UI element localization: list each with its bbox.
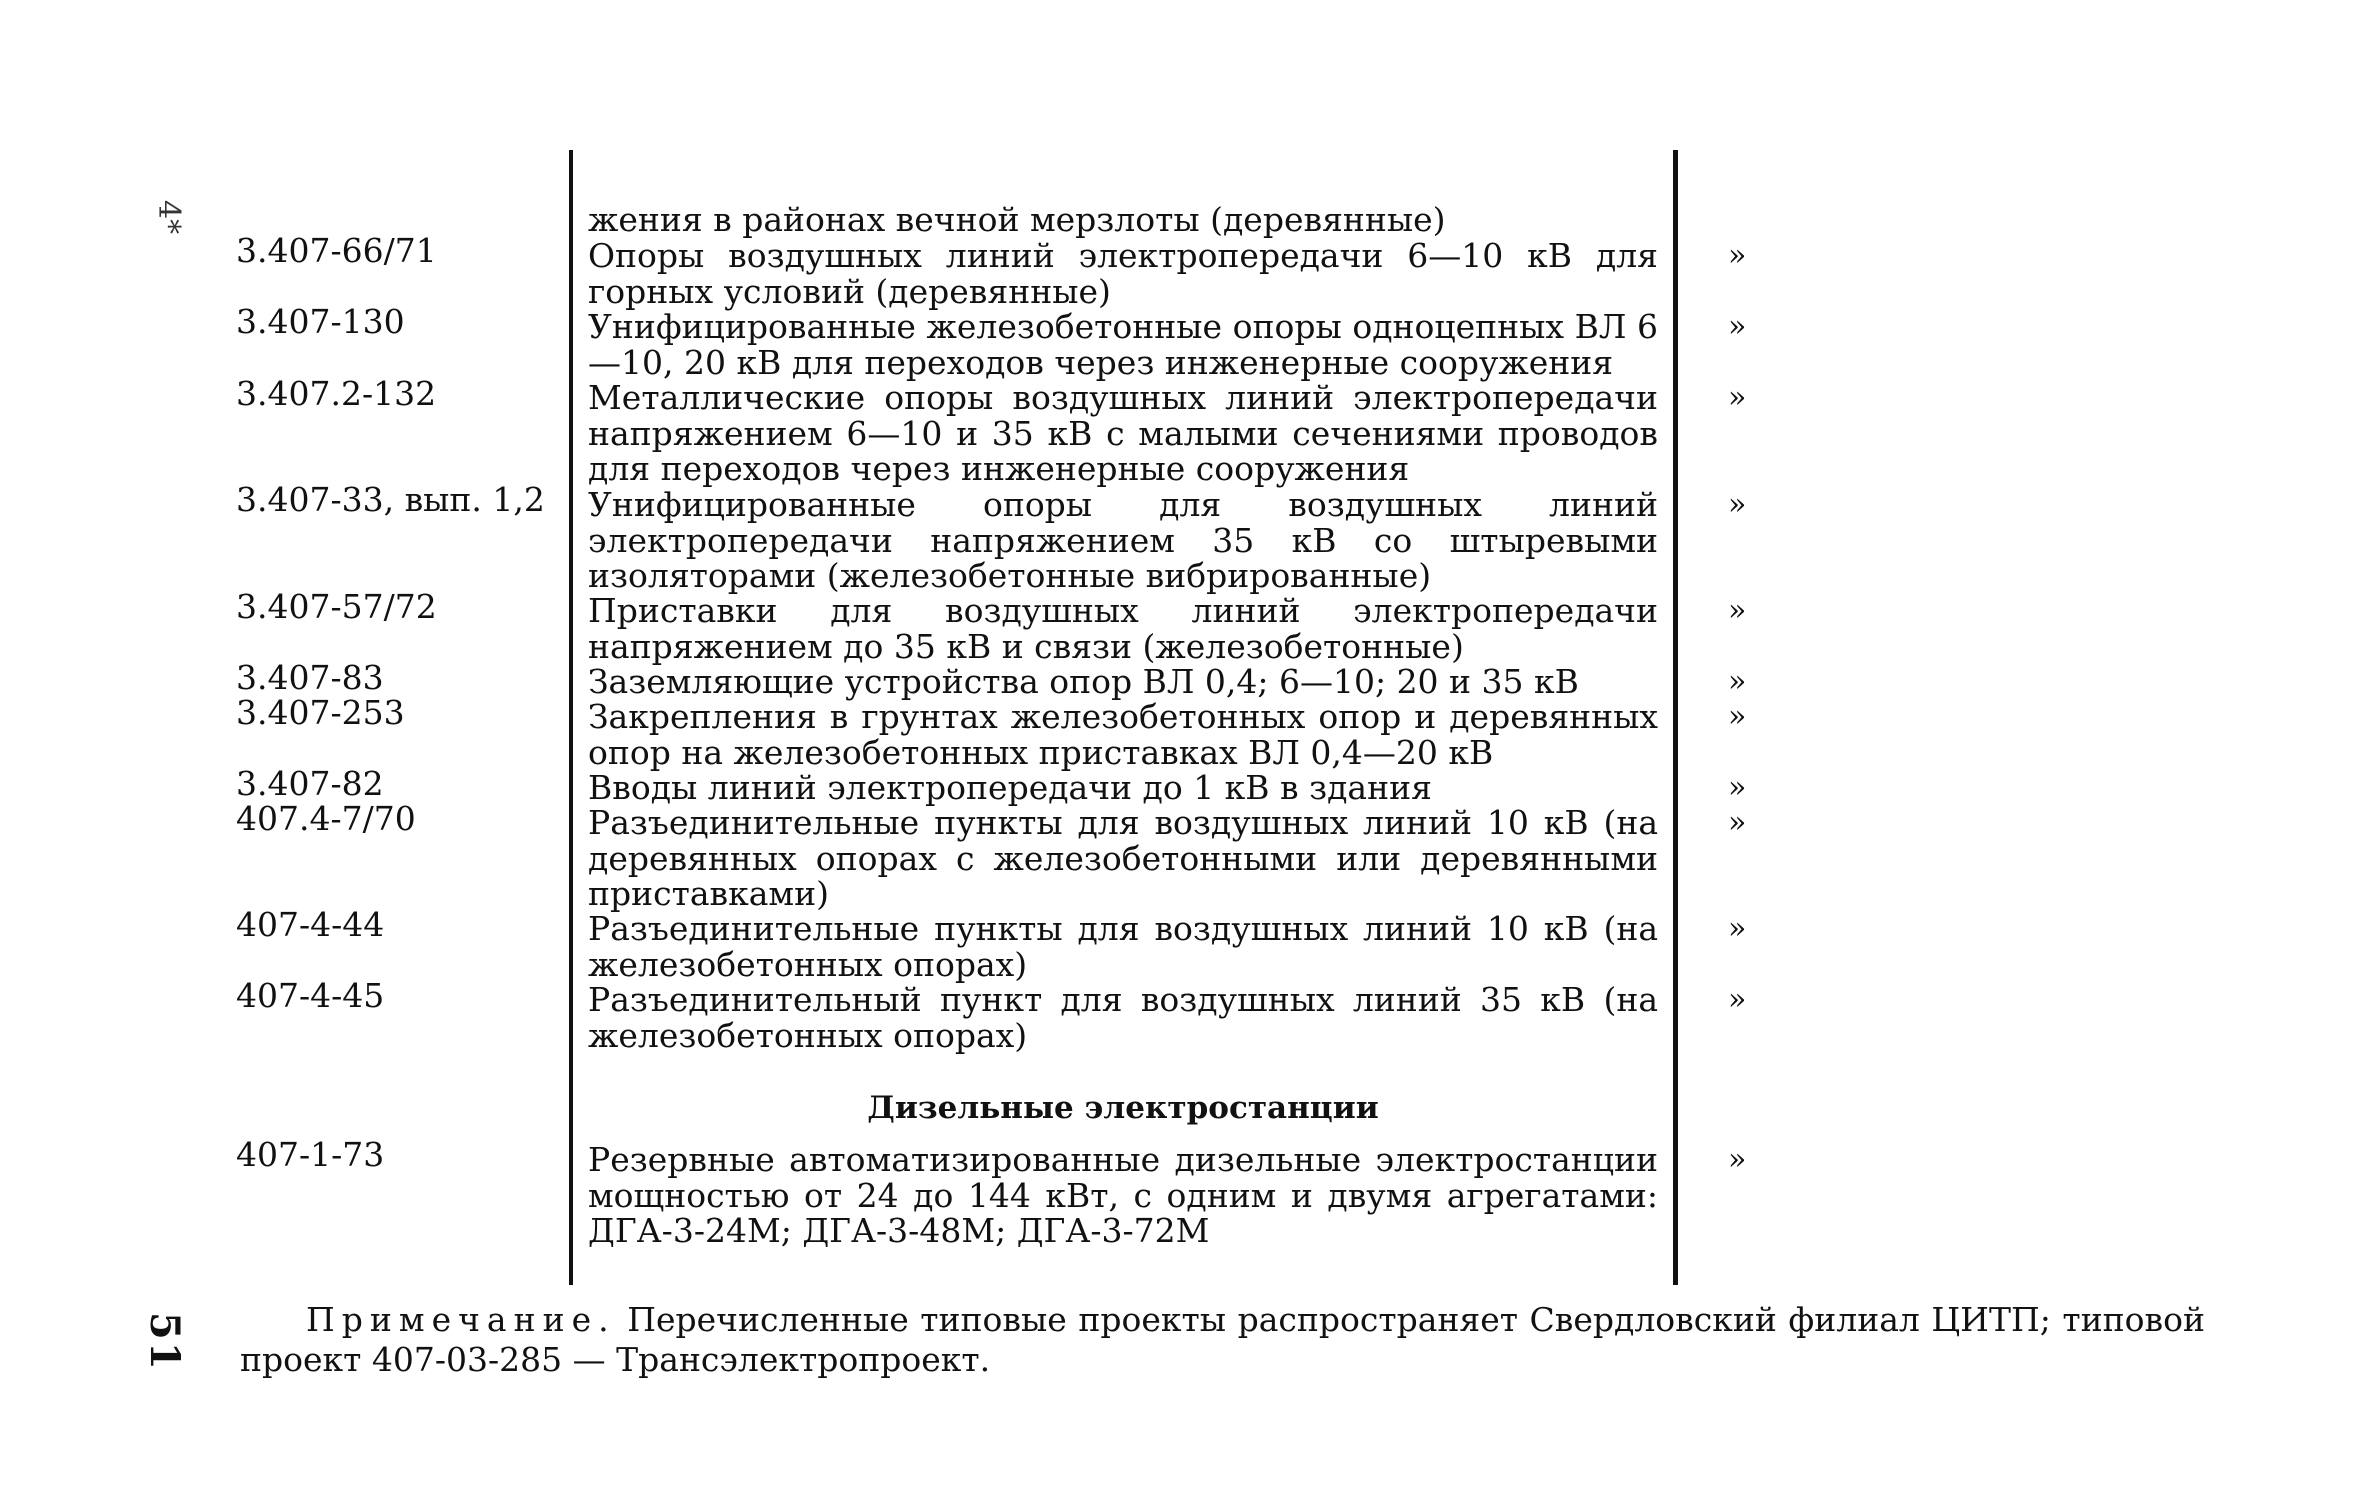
standard-description: Опоры воздушных линий электропередачи 6—10 кВ для горных условий (деревянные) bbox=[588, 236, 1658, 311]
continuation-text: жения в районах вечной мерзлоты (деревянные) bbox=[588, 200, 1446, 239]
column-divider-left bbox=[569, 150, 573, 1285]
standard-code: 3.407-33, вып. 1,2 bbox=[236, 480, 545, 519]
standard-code: 3.407-82 bbox=[236, 764, 384, 803]
standard-description: Унифицированные опоры для воздушных линий электропередачи напряжением 35 кВ со штыревыми изоляторами (железобетонные вибрированные) bbox=[588, 485, 1658, 595]
standard-code: 3.407-130 bbox=[236, 302, 405, 341]
standard-description: Разъединительные пункты для воздушных линий 10 кВ (на железобетонных опорах) bbox=[588, 909, 1658, 984]
standard-description: Металлические опоры воздушных линий электропередачи напряжением 6—10 и 35 кВ с малыми сечениями проводов для переходов через инженерные сооружения bbox=[588, 378, 1658, 488]
page-marker: 4* bbox=[151, 200, 186, 235]
section-heading: Дизельные электростанции bbox=[867, 1090, 1379, 1126]
standard-description: Разъединительный пункт для воздушных линий 35 кВ (на железобетонных опорах) bbox=[588, 980, 1658, 1055]
standard-description: Унифицированные железобетонные опоры одноцепных ВЛ 6—10, 20 кВ для переходов через инженерные сооружения bbox=[588, 307, 1658, 382]
standard-description: Разъединительные пункты для воздушных линий 10 кВ (на деревянных опорах с железобетонными или деревянными приставками) bbox=[588, 803, 1658, 913]
standard-code: 407-1-73 bbox=[236, 1135, 385, 1174]
ditto-mark: » bbox=[1728, 380, 1747, 415]
standard-code: 3.407-253 bbox=[236, 693, 405, 732]
column-divider-right bbox=[1673, 150, 1678, 1285]
standard-code: 407-4-45 bbox=[236, 976, 385, 1015]
note-text: Перечисленные типовые проекты распространяет Свердловский филиал ЦИТП; типовой проект 407-03-285 — Трансэлектропроект. bbox=[240, 1300, 2205, 1379]
standard-code: 3.407-57/72 bbox=[236, 587, 437, 626]
standard-code: 3.407.2-132 bbox=[236, 374, 437, 413]
ditto-mark: » bbox=[1728, 593, 1747, 628]
standard-description: Вводы линий электропередачи до 1 кВ в здания bbox=[588, 768, 1432, 807]
ditto-mark: » bbox=[1728, 238, 1747, 273]
ditto-mark: » bbox=[1728, 1142, 1747, 1177]
standard-code: 3.407-66/71 bbox=[236, 231, 437, 270]
standard-description: Закрепления в грунтах железобетонных опор и деревянных опор на железобетонных приставках ВЛ 0,4—20 кВ bbox=[588, 697, 1658, 772]
note-label: Примечание. bbox=[306, 1300, 616, 1339]
standard-description: Резервные автоматизированные дизельные электростанции мощностью от 24 до 144 кВт, с одним и двумя агрегатами: ДГА-3-24М; ДГА-3-48М; ДГА-3-72М bbox=[588, 1140, 1658, 1250]
ditto-mark: » bbox=[1728, 664, 1747, 699]
ditto-mark: » bbox=[1728, 487, 1747, 522]
footnote bbox=[240, 1300, 2205, 1380]
ditto-mark: » bbox=[1728, 911, 1747, 946]
ditto-mark: » bbox=[1728, 805, 1747, 840]
ditto-mark: » bbox=[1728, 770, 1747, 805]
ditto-mark: » bbox=[1728, 309, 1747, 344]
standard-code: 3.407-83 bbox=[236, 658, 384, 697]
ditto-mark: » bbox=[1728, 982, 1747, 1017]
page-number: 51 bbox=[141, 1312, 188, 1372]
standard-code: 407-4-44 bbox=[236, 905, 385, 944]
ditto-mark: » bbox=[1728, 699, 1747, 734]
standard-code: 407.4-7/70 bbox=[236, 799, 416, 838]
standard-description: Заземляющие устройства опор ВЛ 0,4; 6—10; 20 и 35 кВ bbox=[588, 662, 1579, 701]
standard-description: Приставки для воздушных линий электропередачи напряжением до 35 кВ и связи (железобетонные) bbox=[588, 591, 1658, 666]
